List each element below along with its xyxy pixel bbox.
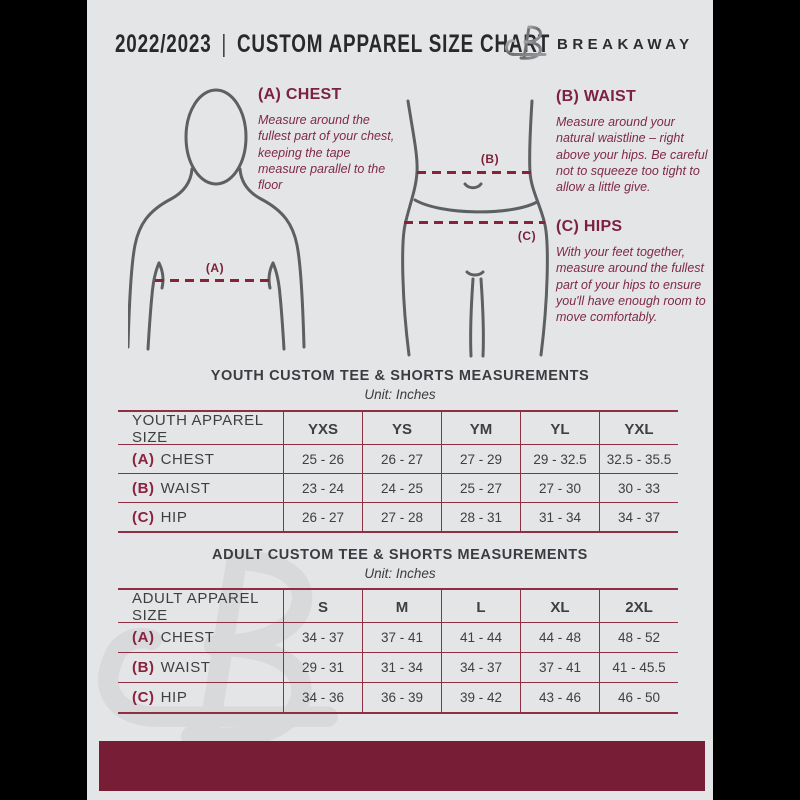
- adult-col-s: S: [283, 590, 362, 624]
- youth-section-title: YOUTH CUSTOM TEE & SHORTS MEASUREMENTS: [210, 368, 590, 384]
- youth-col-yxs: YXS: [283, 412, 362, 446]
- table-row: [118, 445, 678, 474]
- table-row: [118, 474, 678, 503]
- flyer-page: [87, 0, 713, 800]
- hips-body: With your feet together, measure around the fullest part of your hips to ensure you'll have enough room to move comfortably.: [556, 245, 706, 324]
- adult-size-table: [118, 588, 678, 714]
- hips-measure-line: [404, 221, 545, 224]
- youth-col-ys: YS: [362, 412, 441, 446]
- table-cell: 32.5 - 35.5: [599, 445, 678, 473]
- hips-instructions: [556, 218, 708, 325]
- waist-instructions: [556, 88, 708, 195]
- table-cell: 48 - 52: [599, 623, 678, 652]
- row-label: (B) WAIST: [132, 659, 211, 676]
- adult-col-xl: XL: [520, 590, 599, 624]
- youth-col-yxl: YXL: [599, 412, 678, 446]
- table-cell: 44 - 48: [520, 623, 599, 652]
- table-cell: 23 - 24: [283, 474, 362, 502]
- table-cell: 26 - 27: [362, 445, 441, 473]
- youth-section-unit: Unit: Inches: [364, 387, 436, 402]
- table-cell: 43 - 46: [520, 683, 599, 712]
- table-cell: 27 - 30: [520, 474, 599, 502]
- row-label: (B) WAIST: [132, 479, 211, 497]
- chest-heading: (A) CHEST: [258, 86, 342, 103]
- table-cell: 28 - 31: [441, 503, 520, 531]
- brand-lockup: [502, 24, 694, 64]
- title-text: CUSTOM APPAREL SIZE CHART: [236, 28, 551, 58]
- adult-section-title: ADULT CUSTOM TEE & SHORTS MEASUREMENTS: [212, 547, 588, 563]
- table-cell: 41 - 45.5: [599, 653, 678, 682]
- brand-name: BREAKAWAY: [557, 35, 694, 53]
- table-cell: 37 - 41: [520, 653, 599, 682]
- table-cell: 24 - 25: [362, 474, 441, 502]
- waist-heading: (B) WAIST: [556, 88, 637, 105]
- table-cell: 31 - 34: [520, 503, 599, 531]
- row-label: (A) CHEST: [132, 450, 215, 468]
- row-label: (A) CHEST: [132, 629, 215, 646]
- table-cell: 46 - 50: [599, 683, 678, 712]
- table-cell: 34 - 37: [599, 503, 678, 531]
- youth-col-ym: YM: [441, 412, 520, 446]
- table-cell: 41 - 44: [441, 623, 520, 652]
- table-cell: 27 - 29: [441, 445, 520, 473]
- chest-line-label: (A): [205, 261, 225, 275]
- chest-measure-line: [155, 279, 275, 282]
- youth-size-table: [118, 410, 678, 533]
- table-cell: 36 - 39: [362, 683, 441, 712]
- table-row: [118, 653, 678, 683]
- adult-col-2xl: 2XL: [599, 590, 678, 624]
- waist-body: Measure around your natural waistline – right above your hips. Be careful not to squeeze too tight to allow a little give.: [556, 115, 708, 194]
- hips-line-label: (C): [517, 229, 537, 243]
- table-cell: 31 - 34: [362, 653, 441, 682]
- title-year: 2022/2023: [115, 28, 212, 58]
- youth-table-header-row: [118, 412, 678, 445]
- waist-measure-line: [417, 171, 533, 174]
- row-label: (C) HIP: [132, 689, 188, 706]
- adult-section-unit: Unit: Inches: [364, 566, 436, 581]
- table-cell: 39 - 42: [441, 683, 520, 712]
- row-label: (C) HIP: [132, 508, 188, 526]
- table-cell: 37 - 41: [362, 623, 441, 652]
- adult-table-header-row: [118, 590, 678, 623]
- footer-accent-bar: [99, 741, 705, 791]
- title-separator: |: [221, 28, 228, 58]
- table-row: [118, 503, 678, 531]
- chest-body: Measure around the fullest part of your chest, keeping the tape measure parallel to the floor: [258, 113, 395, 192]
- youth-table-corner-header: YOUTH APPAREL SIZE: [132, 412, 264, 446]
- table-cell: 34 - 37: [283, 623, 362, 652]
- adult-table-corner-header: ADULT APPAREL SIZE: [132, 590, 259, 624]
- table-cell: 30 - 33: [599, 474, 678, 502]
- table-cell: 26 - 27: [283, 503, 362, 531]
- waist-line-label: (B): [480, 152, 500, 166]
- table-cell: 34 - 37: [441, 653, 520, 682]
- adult-col-l: L: [441, 590, 520, 624]
- chest-instructions: [258, 86, 398, 193]
- youth-col-yl: YL: [520, 412, 599, 446]
- adult-col-m: M: [362, 590, 441, 624]
- table-cell: 27 - 28: [362, 503, 441, 531]
- hips-heading: (C) HIPS: [556, 218, 623, 235]
- masthead: [87, 22, 713, 64]
- brand-logo-icon: [502, 24, 548, 64]
- table-cell: 25 - 26: [283, 445, 362, 473]
- table-cell: 25 - 27: [441, 474, 520, 502]
- table-cell: 34 - 36: [283, 683, 362, 712]
- table-cell: 29 - 32.5: [520, 445, 599, 473]
- page-title: [115, 29, 550, 59]
- table-row: [118, 623, 678, 653]
- table-row: [118, 683, 678, 712]
- table-cell: 29 - 31: [283, 653, 362, 682]
